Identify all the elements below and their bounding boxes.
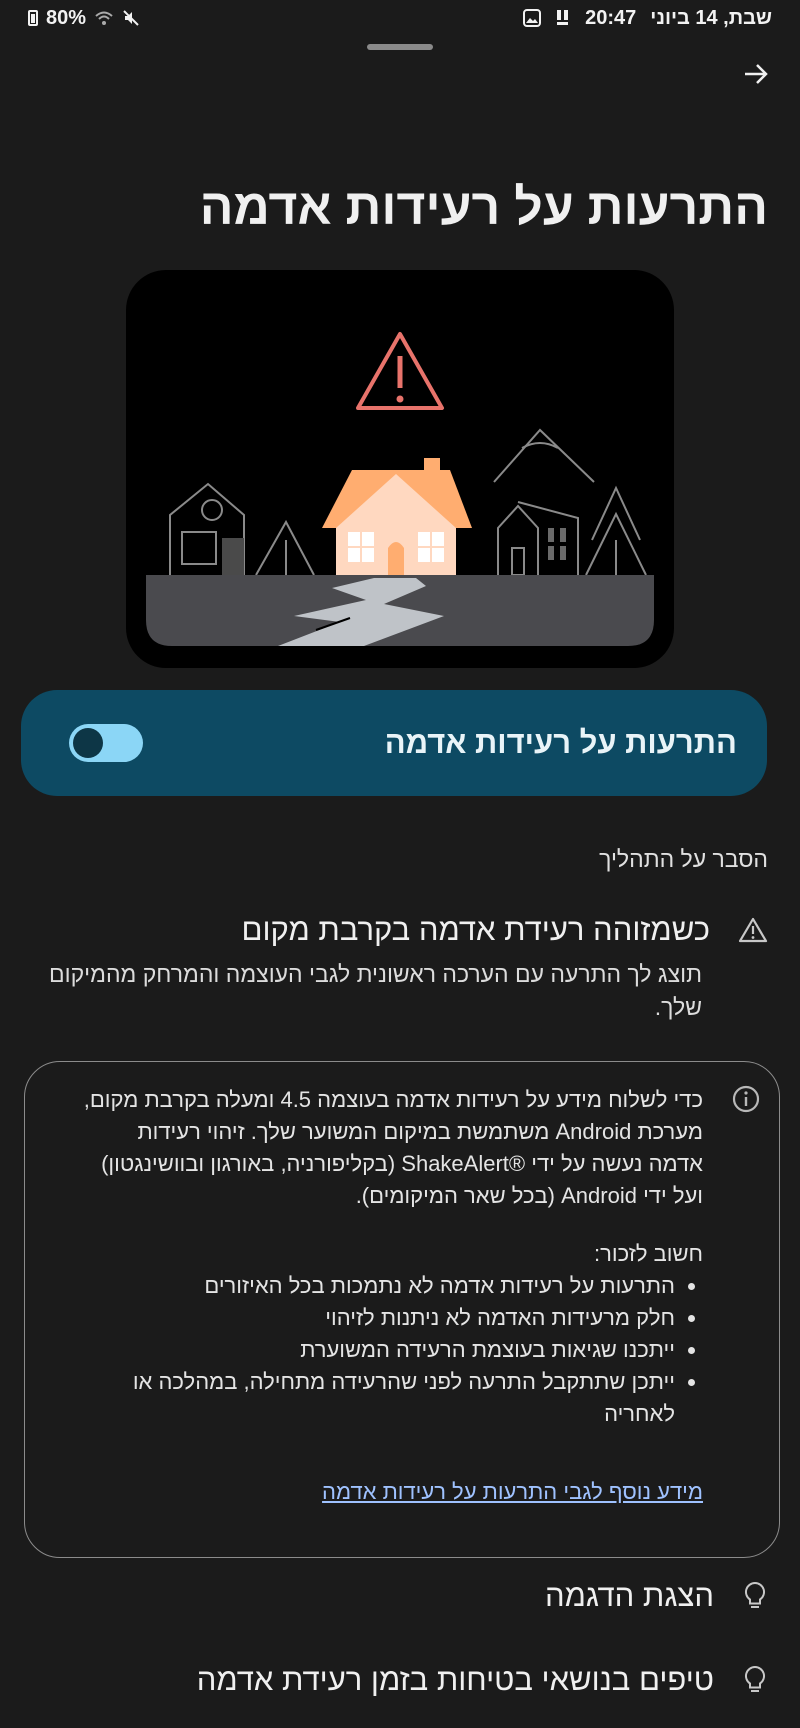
detect-title: כשמזוהה רעידת אדמה בקרבת מקום	[241, 912, 710, 947]
mute-icon	[122, 9, 140, 27]
demo-label: הצגת הדגמה	[544, 1578, 714, 1613]
list-item: • חלק מרעידות האדמה לא ניתנות לזיהוי	[81, 1302, 675, 1334]
remember-list	[81, 1270, 703, 1430]
safety-tips-row[interactable]	[32, 1662, 768, 1698]
wifi-icon	[94, 10, 114, 26]
learn-more-link[interactable]: מידע נוסף לגבי התרעות על רעידות אדמה	[322, 1479, 703, 1504]
gallery-icon	[523, 9, 541, 27]
info-icon	[731, 1084, 761, 1114]
page-title: התרעות על רעידות אדמה	[199, 179, 768, 235]
remember-title: חשוב לזכור:	[594, 1241, 703, 1266]
drag-handle[interactable]	[367, 44, 433, 50]
status-bar	[0, 0, 800, 36]
info-text: כדי לשלוח מידע על רעידות אדמה בעוצמה 4.5 ומעלה בקרבת מקום, מערכת Android משתמשת במיקום המשוער שלך. זיהוי רעידות אדמה נעשה על ידי ®ShakeAlert (בקליפורניה, באורגון ובוושינגטון) ועל ידי Android (בכל שאר המיקומים).	[83, 1087, 703, 1208]
list-item: • התרעות על רעידות אדמה לא נתמכות בכל האיזורים	[81, 1270, 675, 1302]
status-right	[523, 7, 772, 30]
battery-level: 80%	[46, 6, 87, 29]
section-label: הסבר על התהליך	[599, 846, 768, 872]
list-item: • ייתכנו שגיאות בעוצמת הרעידה המשוערת	[81, 1334, 675, 1366]
notification-icon	[555, 8, 571, 28]
earthquake-alerts-switch[interactable]	[69, 724, 143, 762]
status-left	[28, 7, 140, 30]
earthquake-alerts-toggle-card[interactable]	[21, 690, 767, 796]
info-card	[24, 1061, 780, 1558]
list-item: • ייתכן שתתקבל התרעה לפני שהרעידה מתחילה, במהלכה או לאחריה	[81, 1366, 675, 1430]
demo-row[interactable]	[32, 1578, 768, 1614]
earthquake-house-image	[126, 270, 674, 668]
safety-tips-label: טיפים בנושאי בטיחות בזמן רעידת אדמה	[196, 1662, 714, 1697]
detection-explanation	[32, 912, 768, 1024]
switch-knob	[73, 728, 103, 758]
warning-icon	[738, 916, 768, 944]
earthquake-illustration	[126, 270, 674, 668]
status-date: שבת, 14 ביוני	[650, 6, 772, 29]
toggle-label: התרעות על רעידות אדמה	[384, 725, 737, 760]
lightbulb-icon	[742, 1580, 768, 1612]
lightbulb-icon	[742, 1664, 768, 1696]
battery-icon	[28, 10, 38, 26]
back-button[interactable]	[738, 56, 774, 92]
detect-body: תוצג לך התרעה עם הערכה ראשונית לגבי העוצמה והמרחק מהמיקום שלך.	[49, 961, 702, 1020]
arrow-forward-icon	[743, 61, 769, 87]
status-time: 20:47	[585, 6, 637, 29]
